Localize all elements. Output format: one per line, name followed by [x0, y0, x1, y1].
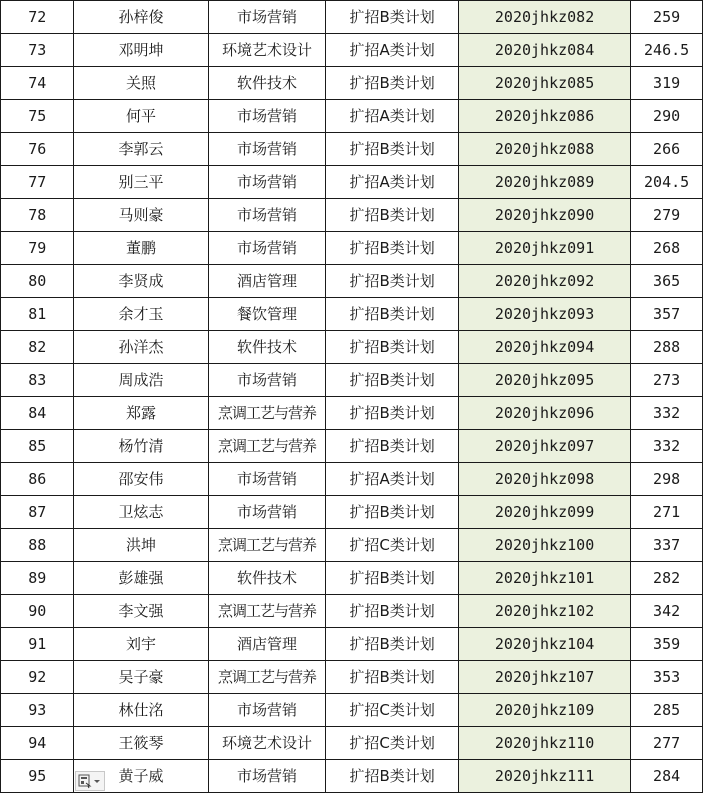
- row-number-cell[interactable]: 80: [1, 265, 74, 298]
- row-number-cell[interactable]: 93: [1, 694, 74, 727]
- admission-code-cell[interactable]: 2020jhkz097: [458, 430, 630, 463]
- row-number-cell[interactable]: 87: [1, 496, 74, 529]
- major-cell[interactable]: 市场营销: [208, 133, 326, 166]
- table-row: [1, 166, 703, 199]
- admission-code-cell[interactable]: 2020jhkz100: [458, 529, 630, 562]
- student-name-cell[interactable]: 董鹏: [74, 232, 208, 265]
- table-row: [1, 1, 703, 34]
- plan-type-cell[interactable]: 扩招C类计划: [326, 727, 459, 760]
- student-name-cell[interactable]: 王筱琴: [74, 727, 208, 760]
- table-row: [1, 199, 703, 232]
- plan-type-cell[interactable]: 扩招B类计划: [326, 199, 459, 232]
- admission-code-cell[interactable]: 2020jhkz099: [458, 496, 630, 529]
- row-number-cell[interactable]: 74: [1, 67, 74, 100]
- major-cell[interactable]: 烹调工艺与营养: [208, 595, 326, 628]
- admission-code-cell[interactable]: 2020jhkz110: [458, 727, 630, 760]
- table-row: [1, 133, 703, 166]
- score-cell[interactable]: 204.5: [631, 166, 703, 199]
- table-row: [1, 628, 703, 661]
- score-cell[interactable]: 353: [631, 661, 703, 694]
- row-number-cell[interactable]: 79: [1, 232, 74, 265]
- plan-type-cell[interactable]: 扩招C类计划: [326, 694, 459, 727]
- table-row: [1, 34, 703, 67]
- row-number-cell[interactable]: 75: [1, 100, 74, 133]
- major-cell[interactable]: 市场营销: [208, 100, 326, 133]
- admission-code-cell[interactable]: 2020jhkz107: [458, 661, 630, 694]
- student-name-cell[interactable]: 孙梓俊: [74, 1, 208, 34]
- score-cell[interactable]: 357: [631, 298, 703, 331]
- plan-type-cell[interactable]: 扩招A类计划: [326, 463, 459, 496]
- admission-code-cell[interactable]: 2020jhkz086: [458, 100, 630, 133]
- admission-code-cell[interactable]: 2020jhkz084: [458, 34, 630, 67]
- table-row: [1, 298, 703, 331]
- row-number-cell[interactable]: 72: [1, 1, 74, 34]
- admission-code-cell[interactable]: 2020jhkz098: [458, 463, 630, 496]
- table-row: [1, 661, 703, 694]
- table-row: [1, 364, 703, 397]
- student-name-cell[interactable]: 杨竹清: [74, 430, 208, 463]
- plan-type-cell[interactable]: 扩招B类计划: [326, 397, 459, 430]
- table-body: [1, 1, 703, 793]
- row-number-cell[interactable]: 90: [1, 595, 74, 628]
- row-number-cell[interactable]: 83: [1, 364, 74, 397]
- table-row: [1, 331, 703, 364]
- admission-code-cell[interactable]: 2020jhkz111: [458, 760, 630, 793]
- row-number-cell[interactable]: 82: [1, 331, 74, 364]
- student-name-cell[interactable]: 何平: [74, 100, 208, 133]
- admission-code-cell[interactable]: 2020jhkz082: [458, 1, 630, 34]
- autofill-options-button[interactable]: [75, 771, 105, 791]
- score-cell[interactable]: 273: [631, 364, 703, 397]
- row-number-cell[interactable]: 81: [1, 298, 74, 331]
- plan-type-cell[interactable]: 扩招A类计划: [326, 166, 459, 199]
- plan-type-cell[interactable]: 扩招B类计划: [326, 331, 459, 364]
- score-cell[interactable]: 266: [631, 133, 703, 166]
- score-cell[interactable]: 288: [631, 331, 703, 364]
- student-name-cell[interactable]: 刘宇: [74, 628, 208, 661]
- score-cell[interactable]: 268: [631, 232, 703, 265]
- admission-code-cell[interactable]: 2020jhkz088: [458, 133, 630, 166]
- plan-type-cell[interactable]: 扩招A类计划: [326, 100, 459, 133]
- admission-code-cell[interactable]: 2020jhkz091: [458, 232, 630, 265]
- major-cell[interactable]: 环境艺术设计: [208, 727, 326, 760]
- score-cell[interactable]: 342: [631, 595, 703, 628]
- score-cell[interactable]: 279: [631, 199, 703, 232]
- row-number-cell[interactable]: 76: [1, 133, 74, 166]
- major-cell[interactable]: 市场营销: [208, 166, 326, 199]
- row-number-cell[interactable]: 73: [1, 34, 74, 67]
- table-row: [1, 595, 703, 628]
- score-cell[interactable]: 319: [631, 67, 703, 100]
- plan-type-cell[interactable]: 扩招B类计划: [326, 628, 459, 661]
- table-row: [1, 100, 703, 133]
- row-number-cell[interactable]: 91: [1, 628, 74, 661]
- major-cell[interactable]: 市场营销: [208, 496, 326, 529]
- major-cell[interactable]: 市场营销: [208, 364, 326, 397]
- student-name-cell[interactable]: 郑露: [74, 397, 208, 430]
- student-name-cell[interactable]: 李郭云: [74, 133, 208, 166]
- major-cell[interactable]: 烹调工艺与营养: [208, 430, 326, 463]
- major-cell[interactable]: 软件技术: [208, 562, 326, 595]
- score-cell[interactable]: 337: [631, 529, 703, 562]
- row-number-cell[interactable]: 92: [1, 661, 74, 694]
- major-cell[interactable]: 软件技术: [208, 67, 326, 100]
- admission-code-cell[interactable]: 2020jhkz089: [458, 166, 630, 199]
- major-cell[interactable]: 烹调工艺与营养: [208, 529, 326, 562]
- student-name-cell[interactable]: 马则豪: [74, 199, 208, 232]
- student-name-cell[interactable]: 卫炫志: [74, 496, 208, 529]
- score-cell[interactable]: 282: [631, 562, 703, 595]
- table-row: [1, 727, 703, 760]
- major-cell[interactable]: 市场营销: [208, 760, 326, 793]
- plan-type-cell[interactable]: 扩招B类计划: [326, 265, 459, 298]
- table-row: [1, 496, 703, 529]
- student-name-cell[interactable]: 彭雄强: [74, 562, 208, 595]
- student-name-cell[interactable]: 余才玉: [74, 298, 208, 331]
- score-cell[interactable]: 277: [631, 727, 703, 760]
- table-row: [1, 463, 703, 496]
- plan-type-cell[interactable]: 扩招B类计划: [326, 364, 459, 397]
- plan-type-cell[interactable]: 扩招B类计划: [326, 232, 459, 265]
- row-number-cell[interactable]: 78: [1, 199, 74, 232]
- row-number-cell[interactable]: 95: [1, 760, 74, 793]
- score-cell[interactable]: 332: [631, 430, 703, 463]
- plan-type-cell[interactable]: 扩招B类计划: [326, 298, 459, 331]
- admission-code-cell[interactable]: 2020jhkz101: [458, 562, 630, 595]
- score-cell[interactable]: 246.5: [631, 34, 703, 67]
- row-number-cell[interactable]: 86: [1, 463, 74, 496]
- table-row: [1, 562, 703, 595]
- plan-type-cell[interactable]: 扩招A类计划: [326, 34, 459, 67]
- plan-type-cell[interactable]: 扩招B类计划: [326, 67, 459, 100]
- score-cell[interactable]: 271: [631, 496, 703, 529]
- score-cell[interactable]: 359: [631, 628, 703, 661]
- score-cell[interactable]: 285: [631, 694, 703, 727]
- student-name-cell[interactable]: 邵安伟: [74, 463, 208, 496]
- student-name-cell[interactable]: 洪坤: [74, 529, 208, 562]
- score-cell[interactable]: 332: [631, 397, 703, 430]
- row-number-cell[interactable]: 89: [1, 562, 74, 595]
- admission-code-cell[interactable]: 2020jhkz093: [458, 298, 630, 331]
- student-name-cell[interactable]: 孙洋杰: [74, 331, 208, 364]
- student-name-cell[interactable]: 邓明坤: [74, 34, 208, 67]
- admission-code-cell[interactable]: 2020jhkz095: [458, 364, 630, 397]
- major-cell[interactable]: 市场营销: [208, 694, 326, 727]
- admission-code-cell[interactable]: 2020jhkz085: [458, 67, 630, 100]
- plan-type-cell[interactable]: 扩招B类计划: [326, 562, 459, 595]
- student-name-cell[interactable]: 关照: [74, 67, 208, 100]
- table-row: [1, 760, 703, 793]
- table-row: [1, 67, 703, 100]
- major-cell[interactable]: 市场营销: [208, 463, 326, 496]
- admission-code-cell[interactable]: 2020jhkz092: [458, 265, 630, 298]
- table-row: [1, 430, 703, 463]
- row-number-cell[interactable]: 84: [1, 397, 74, 430]
- major-cell[interactable]: 市场营销: [208, 1, 326, 34]
- admission-code-cell[interactable]: 2020jhkz094: [458, 331, 630, 364]
- row-number-cell[interactable]: 85: [1, 430, 74, 463]
- admission-code-cell[interactable]: 2020jhkz104: [458, 628, 630, 661]
- major-cell[interactable]: 烹调工艺与营养: [208, 397, 326, 430]
- student-name-cell[interactable]: 李贤成: [74, 265, 208, 298]
- admission-code-cell[interactable]: 2020jhkz109: [458, 694, 630, 727]
- plan-type-cell[interactable]: 扩招B类计划: [326, 760, 459, 793]
- table-row: [1, 397, 703, 430]
- table-row: [1, 232, 703, 265]
- plan-type-cell[interactable]: 扩招B类计划: [326, 1, 459, 34]
- plan-type-cell[interactable]: 扩招B类计划: [326, 595, 459, 628]
- score-cell[interactable]: 290: [631, 100, 703, 133]
- student-name-cell[interactable]: 黄子威: [74, 760, 208, 793]
- major-cell[interactable]: 软件技术: [208, 331, 326, 364]
- score-cell[interactable]: 259: [631, 1, 703, 34]
- plan-type-cell[interactable]: 扩招B类计划: [326, 133, 459, 166]
- major-cell[interactable]: 酒店管理: [208, 628, 326, 661]
- student-name-cell[interactable]: 林仕洺: [74, 694, 208, 727]
- table-row: [1, 694, 703, 727]
- score-cell[interactable]: 284: [631, 760, 703, 793]
- admission-code-cell[interactable]: 2020jhkz102: [458, 595, 630, 628]
- row-number-cell[interactable]: 88: [1, 529, 74, 562]
- plan-type-cell[interactable]: 扩招B类计划: [326, 496, 459, 529]
- score-cell[interactable]: 298: [631, 463, 703, 496]
- major-cell[interactable]: 市场营销: [208, 232, 326, 265]
- plan-type-cell[interactable]: 扩招B类计划: [326, 430, 459, 463]
- student-name-cell[interactable]: 李文强: [74, 595, 208, 628]
- major-cell[interactable]: 酒店管理: [208, 265, 326, 298]
- student-name-cell[interactable]: 周成浩: [74, 364, 208, 397]
- paste-options-icon: [77, 773, 103, 789]
- admission-code-cell[interactable]: 2020jhkz096: [458, 397, 630, 430]
- plan-type-cell[interactable]: 扩招C类计划: [326, 529, 459, 562]
- student-name-cell[interactable]: 别三平: [74, 166, 208, 199]
- major-cell[interactable]: 环境艺术设计: [208, 34, 326, 67]
- major-cell[interactable]: 市场营销: [208, 199, 326, 232]
- table-row: [1, 265, 703, 298]
- major-cell[interactable]: 烹调工艺与营养: [208, 661, 326, 694]
- student-name-cell[interactable]: 吴子豪: [74, 661, 208, 694]
- admission-code-cell[interactable]: 2020jhkz090: [458, 199, 630, 232]
- major-cell[interactable]: 餐饮管理: [208, 298, 326, 331]
- plan-type-cell[interactable]: 扩招B类计划: [326, 661, 459, 694]
- row-number-cell[interactable]: 77: [1, 166, 74, 199]
- table-row: [1, 529, 703, 562]
- row-number-cell[interactable]: 94: [1, 727, 74, 760]
- score-cell[interactable]: 365: [631, 265, 703, 298]
